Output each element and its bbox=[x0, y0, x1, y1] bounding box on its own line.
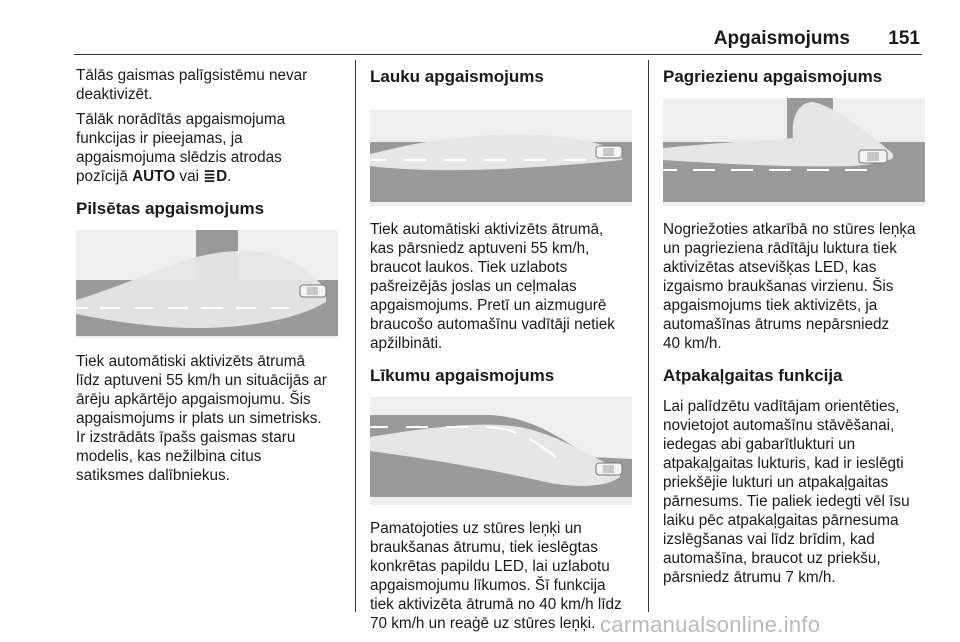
column-divider-2 bbox=[648, 60, 649, 612]
header-rule bbox=[74, 54, 922, 55]
heading-city-lighting: Pilsētas apgaismojums bbox=[76, 199, 265, 218]
text-fragment: vai bbox=[175, 168, 204, 185]
column-left bbox=[76, 66, 346, 491]
low-beam-symbol: ≣D bbox=[203, 168, 228, 185]
column-right bbox=[663, 66, 931, 593]
turn-lighting-illustration bbox=[663, 98, 925, 206]
text-fragment: . bbox=[227, 168, 232, 185]
section-title: Apgaismojums bbox=[713, 28, 850, 49]
column-divider-1 bbox=[355, 60, 356, 612]
paragraph-reverse-function: Lai palīdzētu vadītājam orientēties, novietojot automašīnu stāvēšanai, iedegas abi gabarītlukturi un atpakaļgaitas lukturis, kad ir ieslēgti priekšējie lukturi un atpakaļgaitas pārnesums. Tie paliek iedegti vēl īsu laiku pēc atpakaļgaitas pārnesuma izslēgšanas vai līdz brīdim, kad automašīna, braucot uz priekšu, pārsniedz ātrumu 7 km/h. bbox=[663, 398, 910, 586]
car-icon bbox=[300, 285, 326, 297]
paragraph-city-lighting: Tiek automātiski aktivizēts ātrumā līdz aptuveni 55 km/h un situācijās ar ārēju apkārtējo apgaismojumu. Šis apgaismojums ir plats un simetrisks. Ir izstrādāts īpašs gaismas staru modelis, kas nežilbina citus satiksmes dalībniekus. bbox=[76, 353, 327, 484]
paragraph-turn-lighting: Nogriežoties atkarībā no stūres leņķa un pagrieziena rādītāju luktura tiek aktivizētas atsevišķas LED, kas izgaismo braukšanas virzienu. Šis apgaismojums tiek aktivizēts, ja automašīnas ātrums nepārsniedz 40 km/h. bbox=[663, 221, 916, 352]
city-lighting-illustration bbox=[76, 230, 338, 338]
text-line: Tālāk norādītās apgaismojuma bbox=[76, 111, 286, 128]
heading-reverse-function: Atpakaļgaitas funkcija bbox=[663, 366, 843, 385]
heading-turn-lighting: Pagriezienu apgaismojums bbox=[663, 67, 883, 86]
heading-country-lighting: Lauku apgaismojums bbox=[370, 67, 544, 86]
watermark: carmanualsonline.info bbox=[600, 612, 821, 637]
car-icon bbox=[859, 150, 887, 163]
heading-curve-lighting: Līkumu apgaismojums bbox=[370, 366, 555, 385]
auto-label: AUTO bbox=[132, 168, 176, 185]
text-line: apgaismojuma slēdzis atrodas bbox=[76, 149, 282, 166]
country-lighting-illustration bbox=[370, 110, 632, 206]
text-line: funkcijas ir pieejamas, ja bbox=[76, 130, 243, 147]
curve-lighting-illustration bbox=[370, 397, 632, 505]
paragraph-curve-lighting: Pamatojoties uz stūres leņķi un braukšanas ātrumu, tiek ieslēgtas konkrētas papildu LED, lai uzlabotu apgaismojumu līkumos. Šī funkcija tiek aktivizēta ātrumā no 40 km/h līdz 70 km/h un reaģē uz stūres leņķi. bbox=[370, 520, 622, 632]
paragraph-functions-available bbox=[76, 110, 346, 186]
car-icon bbox=[596, 146, 622, 158]
car-icon bbox=[596, 463, 622, 475]
text-fragment: pozīcijā bbox=[76, 168, 133, 185]
paragraph-country-lighting: Tiek automātiski aktivizēts ātrumā, kas pārsniedz aptuveni 55 km/h, braucot laukos. Tiek uzlabots pašreizējās joslas un ceļmalas apgaismojums. Pretī un aizmugurē braucošo automašīnu vadītāji netiek apžilbināti. bbox=[370, 221, 615, 352]
page-number: 151 bbox=[888, 28, 920, 49]
column-middle bbox=[370, 66, 638, 639]
page-header bbox=[0, 26, 960, 52]
paragraph-no-deactivate: Tālās gaismas palīgsistēmu nevar deaktivizēt. bbox=[76, 67, 308, 103]
